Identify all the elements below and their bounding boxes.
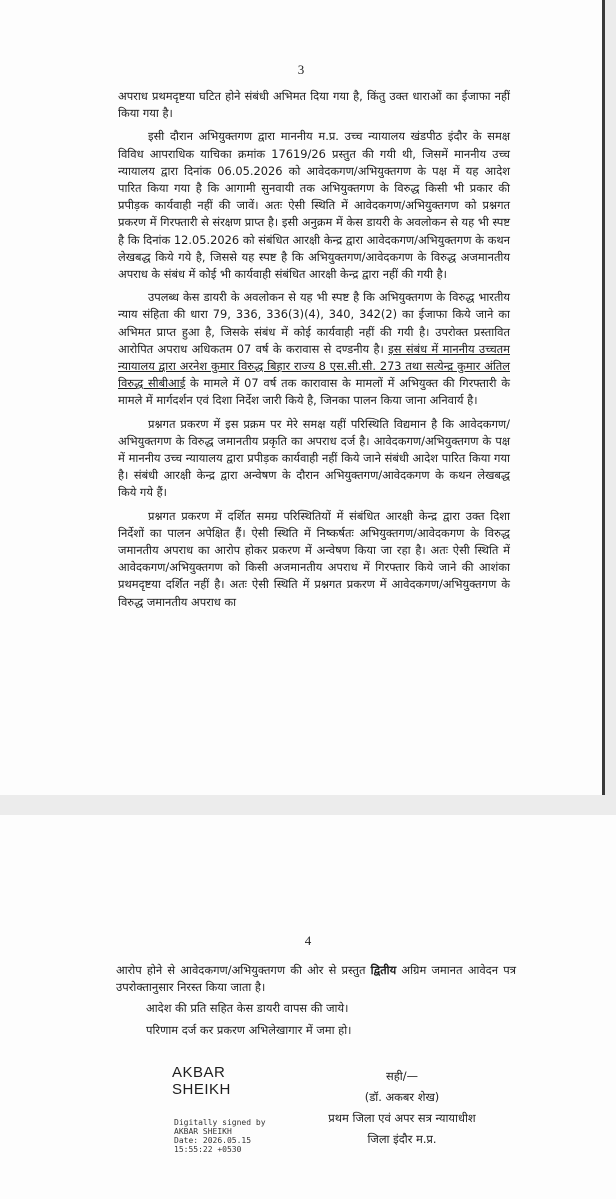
- ds-line: Digitally signed by: [174, 1118, 266, 1127]
- order-text-bold: द्वितीय: [370, 963, 397, 977]
- ds-line: Date: 2026.05.15: [174, 1136, 252, 1145]
- page-number: 4: [304, 933, 312, 948]
- paragraph-3-underlined-citation: इस संबंध में माननीय उच्चतम न्यायालय द्वारा अरनेश कुमार विरुद्ध बिहार राज्य 8 एस.सी.सी. 273 तथा सत्येन्द्र कुमार अंतिल विरुद्ध सीबीआई: [118, 341, 510, 391]
- judge-court-location: जिला इंदौर म.प्र.: [367, 1132, 437, 1146]
- ds-line: 15:55:22 +0530: [174, 1145, 242, 1154]
- stamp-name-line1: AKBAR: [172, 1064, 226, 1081]
- document-page-4: [0, 815, 616, 1199]
- page-number: 3: [297, 62, 305, 77]
- paragraph-3-text-a: उपलब्ध केस डायरी के अवलोकन से यह भी स्पष्ट है कि अभियुक्तगण के विरुद्ध भारतीय न्याय संहिता की धारा 79, 336, 336(3)(4), 340, 342(2) का ईजाफा किये जाने का अभिमत प्राप्त हुआ है, जिसके संबंध में कोई कार्यवाही नहीं की गयी है। उपरोक्त प्रस्तावित आरोपित अपराध अधिकतम 07 वर्ष के करावास से दण्डनीय है।: [118, 290, 510, 356]
- order-text-b: अग्रिम जमानत आवेदन पत्र उपरोक्तानुसार निरस्त किया जाता है।: [116, 963, 516, 995]
- paragraph-1: अपराध प्रथमदृष्टया घटित होने संबंधी अभिमत दिया गया है, किंतु उक्त धाराओं का ईजाफा नहीं किया गया है।: [118, 89, 510, 121]
- stamp-name-line2: SHEIKH: [172, 1081, 231, 1098]
- judge-designation: प्रथम जिला एवं अपर सत्र न्यायाधीश: [328, 1111, 476, 1125]
- page-body: [118, 88, 510, 617]
- paragraph-5: प्रश्नगत प्रकरण में दर्शित समग्र परिस्थितियों में संबंधित आरक्षी केन्द्र द्वारा उक्त दिशा निर्देशों का पालन अपेक्षित हैं। ऐसी स्थिति में निष्कर्षतः अभियुक्तगण/आवेदकगण के विरुद्ध जमानतीय अपराध का आरोप होकर प्रकरण में अन्वेषण किया जा रहा है। अतः ऐसी स्थिति में आवेदकगण/अभियुक्तगण को किसी अजमानतीय अपराध में गिरफ्तार किये जाने की आशंका प्रथमदृष्टया दर्शित नहीं है। अतः ऐसी स्थिति में प्रश्नगत प्रकरण में आवेदकगण/अभियुक्तगण के विरुद्ध जमानतीय अपराध का: [118, 508, 510, 609]
- ds-line: AKBAR SHEIKH: [174, 1127, 232, 1136]
- paragraph-3: [118, 289, 510, 409]
- judge-signature-block: [322, 1066, 482, 1150]
- page-body: [116, 962, 516, 1043]
- order-line-case-diary: आदेश की प्रति सहित केस डायरी वापस की जाये।: [146, 1001, 349, 1016]
- order-text-a: आरोप होने से आवेदकगण/अभियुक्तगण की ओर से प्रस्तुत: [116, 963, 371, 977]
- signature-line: सही/—: [386, 1069, 418, 1083]
- judge-name: (डॉ. अकबर शेख): [364, 1090, 440, 1104]
- paragraph-3-text-b: के मामले में 07 वर्ष तक कारावास के मामलों में अभियुक्त की गिरफ्तारी के मामले में मार्गदर्शन एवं दिशा निर्देश जारी किये है, जिनका पालन किया जाना अनिवार्य है।: [118, 376, 510, 408]
- order-line-record-room: परिणाम दर्ज कर प्रकरण अभिलेखागार में जमा हो।: [146, 1022, 352, 1037]
- digital-signature-details: [174, 1118, 274, 1154]
- paragraph-4: प्रश्नगत प्रकरण में इस प्रक्रम पर मेरे समक्ष यहीं परिस्थिति विद्यमान है कि आवेदकगण/अभियुक्तगण के विरुद्ध जमानतीय प्रकृति का अपराध दर्ज है। आवेदकगण/अभियुक्तगण के पक्ष में माननीय उच्च न्यायालय द्वारा प्रपीड़क कार्यवाही नहीं किये जाने संबंधी आदेश पारित किया गया है। संबंधी आरक्षी केन्द्र द्वारा अन्वेषण के दौरान अभियुक्तगण/आवेदकगण के कथन लेखबद्ध किये गये हैं।: [118, 416, 510, 500]
- paragraph-2: इसी दौरान अभियुक्तगण द्वारा माननीय म.प्र. उच्च न्यायालय खंडपीठ इंदौर के समक्ष विविध आपराधिक याचिका क्रमांक 17619/26 प्रस्तुत की गयी थी, जिसमें माननीय उच्च न्यायालय द्वारा दिनांक 06.05.2026 को आवेदकगण/अभियुक्तगण के पक्ष में यह आदेश पारित किया गया है कि आगामी सुनवायी तक अभियुक्तगण के विरुद्ध किसी भी प्रकार की प्रपीड़क कार्यवाही नहीं की जावें। अतः ऐसी स्थिति में आवेदकगण/अभियुक्तगण को प्रश्नगत प्रकरण में गिरफ्तारी से संरक्षण प्राप्त है। इसी अनुक्रम में केस डायरी के अवलोकन से यह भी स्पष्ट है कि दिनांक 12.05.2026 को संबंधित आरक्षी केन्द्र द्वारा आवेदकगण/अभियुक्तगण के कथन लेखबद्ध किये गये है, जिससे यह स्पष्ट है कि अभियुक्तगण/आवेदकगण के विरुद्ध अजमानतीय अपराध के संबंध में कोई भी कार्यवाही संबंधित आरक्षी केन्द्र द्वारा नहीं की गयी है।: [118, 129, 510, 282]
- digital-signature-stamp: [172, 1064, 266, 1154]
- order-paragraph: [116, 962, 516, 996]
